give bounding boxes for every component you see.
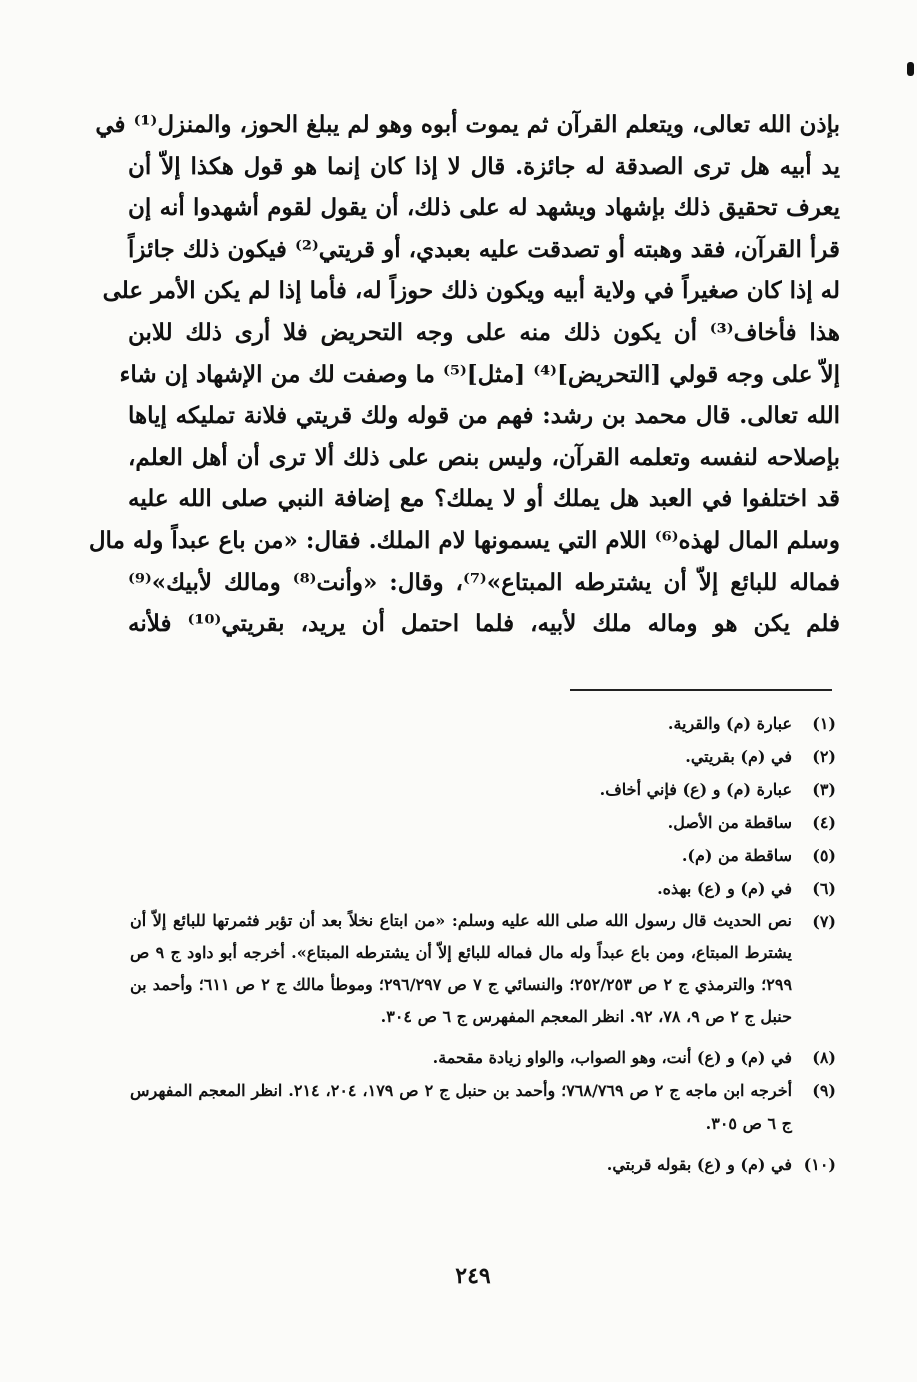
text-line: هذا فأخاف⁽³⁾ أن يكون ذلك منه على وجه التحريض فلا أرى ذلك للابن: [128, 318, 840, 346]
text-line: وسلم المال لهذه⁽⁶⁾ اللام التي يسمونها لام الملك. فقال: «من باع عبداً وله مال: [88, 526, 840, 554]
footnote: [130, 905, 836, 1033]
footnote: [130, 806, 836, 839]
footnote-text: في (م) و (ع) أنت، وهو الصواب، والواو زيادة مقحمة.: [432, 1048, 792, 1067]
footnote-number: (٦): [812, 879, 836, 898]
footnote-text: عبارة (م) و (ع) فإني أخاف.: [599, 780, 792, 799]
page-number: ٢٤٩: [455, 1263, 491, 1289]
footnote: [130, 773, 836, 806]
footnote-text: في (م) و (ع) بقوله قربتي.: [606, 1155, 792, 1174]
text-line: قد اختلفوا في العبد هل يملك أو لا يملك؟ مع إضافة النبي صلى الله عليه: [128, 485, 840, 513]
footnote-number: (٧): [812, 912, 836, 931]
footnote-number: (٣): [812, 780, 836, 799]
footnote-text: نص الحديث قال رسول الله صلى الله عليه وسلم: «من ابتاع نخلاً بعد أن تؤبر فثمرتها للبائع إلاّ أن يشترط المبتاع، ومن باع عبداً وله مال فماله للبائع إلاّ أن يشترطه المبتاع». أخرجه أبو داود ج ٩ ص ٢٩٩؛ والترمذي ج ٢ ص ٢٥٢/٢٥٣؛ والنسائي ج ٧ ص ٢٩٦/٢٩٧؛ وموطأ مالك ج ٢ ص ٦١١؛ وأحمد بن حنبل ج ٢ ص ٩، ٧٨، ٩٢. انظر المعجم المفهرس ج ٦ ص ٣٠٤.: [130, 911, 793, 1026]
footnote-text: أخرجه ابن ماجه ج ٢ ص ٧٦٨/٧٦٩؛ وأحمد بن حنبل ج ٢ ص ١٧٩، ٢٠٤، ٢١٤. انظر المعجم المفهرس ج ٦ ص ٣٠٥.: [130, 1081, 793, 1133]
text-line: قرأ القرآن، فقد وهبته أو تصدقت عليه بعبدي، أو قريتي⁽²⁾ فيكون ذلك جائزاً: [128, 235, 840, 263]
footnote-text: عبارة (م) والقرية.: [667, 714, 792, 733]
footnote-number: (٥): [812, 846, 836, 865]
footnote: [130, 1148, 836, 1181]
footnote-number: (٢): [812, 747, 836, 766]
footnote-number: (٤): [812, 813, 836, 832]
footnote-text: في (م) و (ع) بهذه.: [657, 879, 792, 898]
footnote: [130, 740, 836, 773]
text-line: له إذا كان صغيراً في ولاية أبيه ويكون ذلك حوزاً له، فأما إذا لم يكن الأمر على: [102, 277, 840, 305]
footnote: [130, 1074, 836, 1140]
footnotes-block: [130, 707, 836, 1181]
footnote-number: (٨): [812, 1048, 836, 1067]
text-line: فماله للبائع إلاّ أن يشترطه المبتاع»⁽⁷⁾، وقال: «وأنت⁽⁸⁾ ومالك لأبيك»⁽⁹⁾: [128, 568, 840, 596]
footnote: [130, 1041, 836, 1074]
text-line: يد أبيه هل ترى الصدقة له جائزة. قال لا إذا كان إنما هو قول هكذا إلاّ أن: [128, 152, 840, 180]
footnote: [130, 872, 836, 905]
footnote: [130, 839, 836, 872]
page-edge-mark: [907, 62, 914, 76]
text-line: بإذن الله تعالى، ويتعلم القرآن ثم يموت أبوه وهو لم يبلغ الحوز، والمنزل⁽¹⁾ في: [95, 111, 840, 138]
text-line: إلاّ على وجه قولي [التحريض]⁽⁴⁾ [مثل]⁽⁵⁾ ما وصفت لك من الإشهاد إن شاء: [119, 360, 840, 388]
footnote-text: في (م) بقريتي.: [685, 747, 792, 766]
main-text-block: [88, 104, 841, 645]
text-line: فلم يكن هو وماله ملك لأبيه، فلما احتمل أن يريد، بقريتي⁽¹⁰⁾ فلأنه: [128, 610, 841, 638]
footnote-number: (١): [812, 714, 836, 733]
text-line: بإصلاحه لنفسه وتعلمه القرآن، وليس بنص على ذلك ألا ترى أن أهل العلم،: [128, 443, 840, 471]
footnote-divider: [570, 689, 832, 691]
text-line: يعرف تحقيق ذلك بإشهاد ويشهد له على ذلك، أن يقول لقوم أشهدوا أنه إن: [128, 194, 840, 222]
footnote-text: ساقطة من (م).: [681, 846, 792, 865]
footnote-text: ساقطة من الأصل.: [667, 813, 792, 832]
footnote-number: (١٠): [803, 1155, 836, 1174]
footnote-number: (٩): [812, 1081, 836, 1100]
text-line: الله تعالى. قال محمد بن رشد: فهم من قوله ولك قريتي فلانة تمليكه إياها: [128, 402, 840, 430]
footnote: [130, 707, 836, 740]
